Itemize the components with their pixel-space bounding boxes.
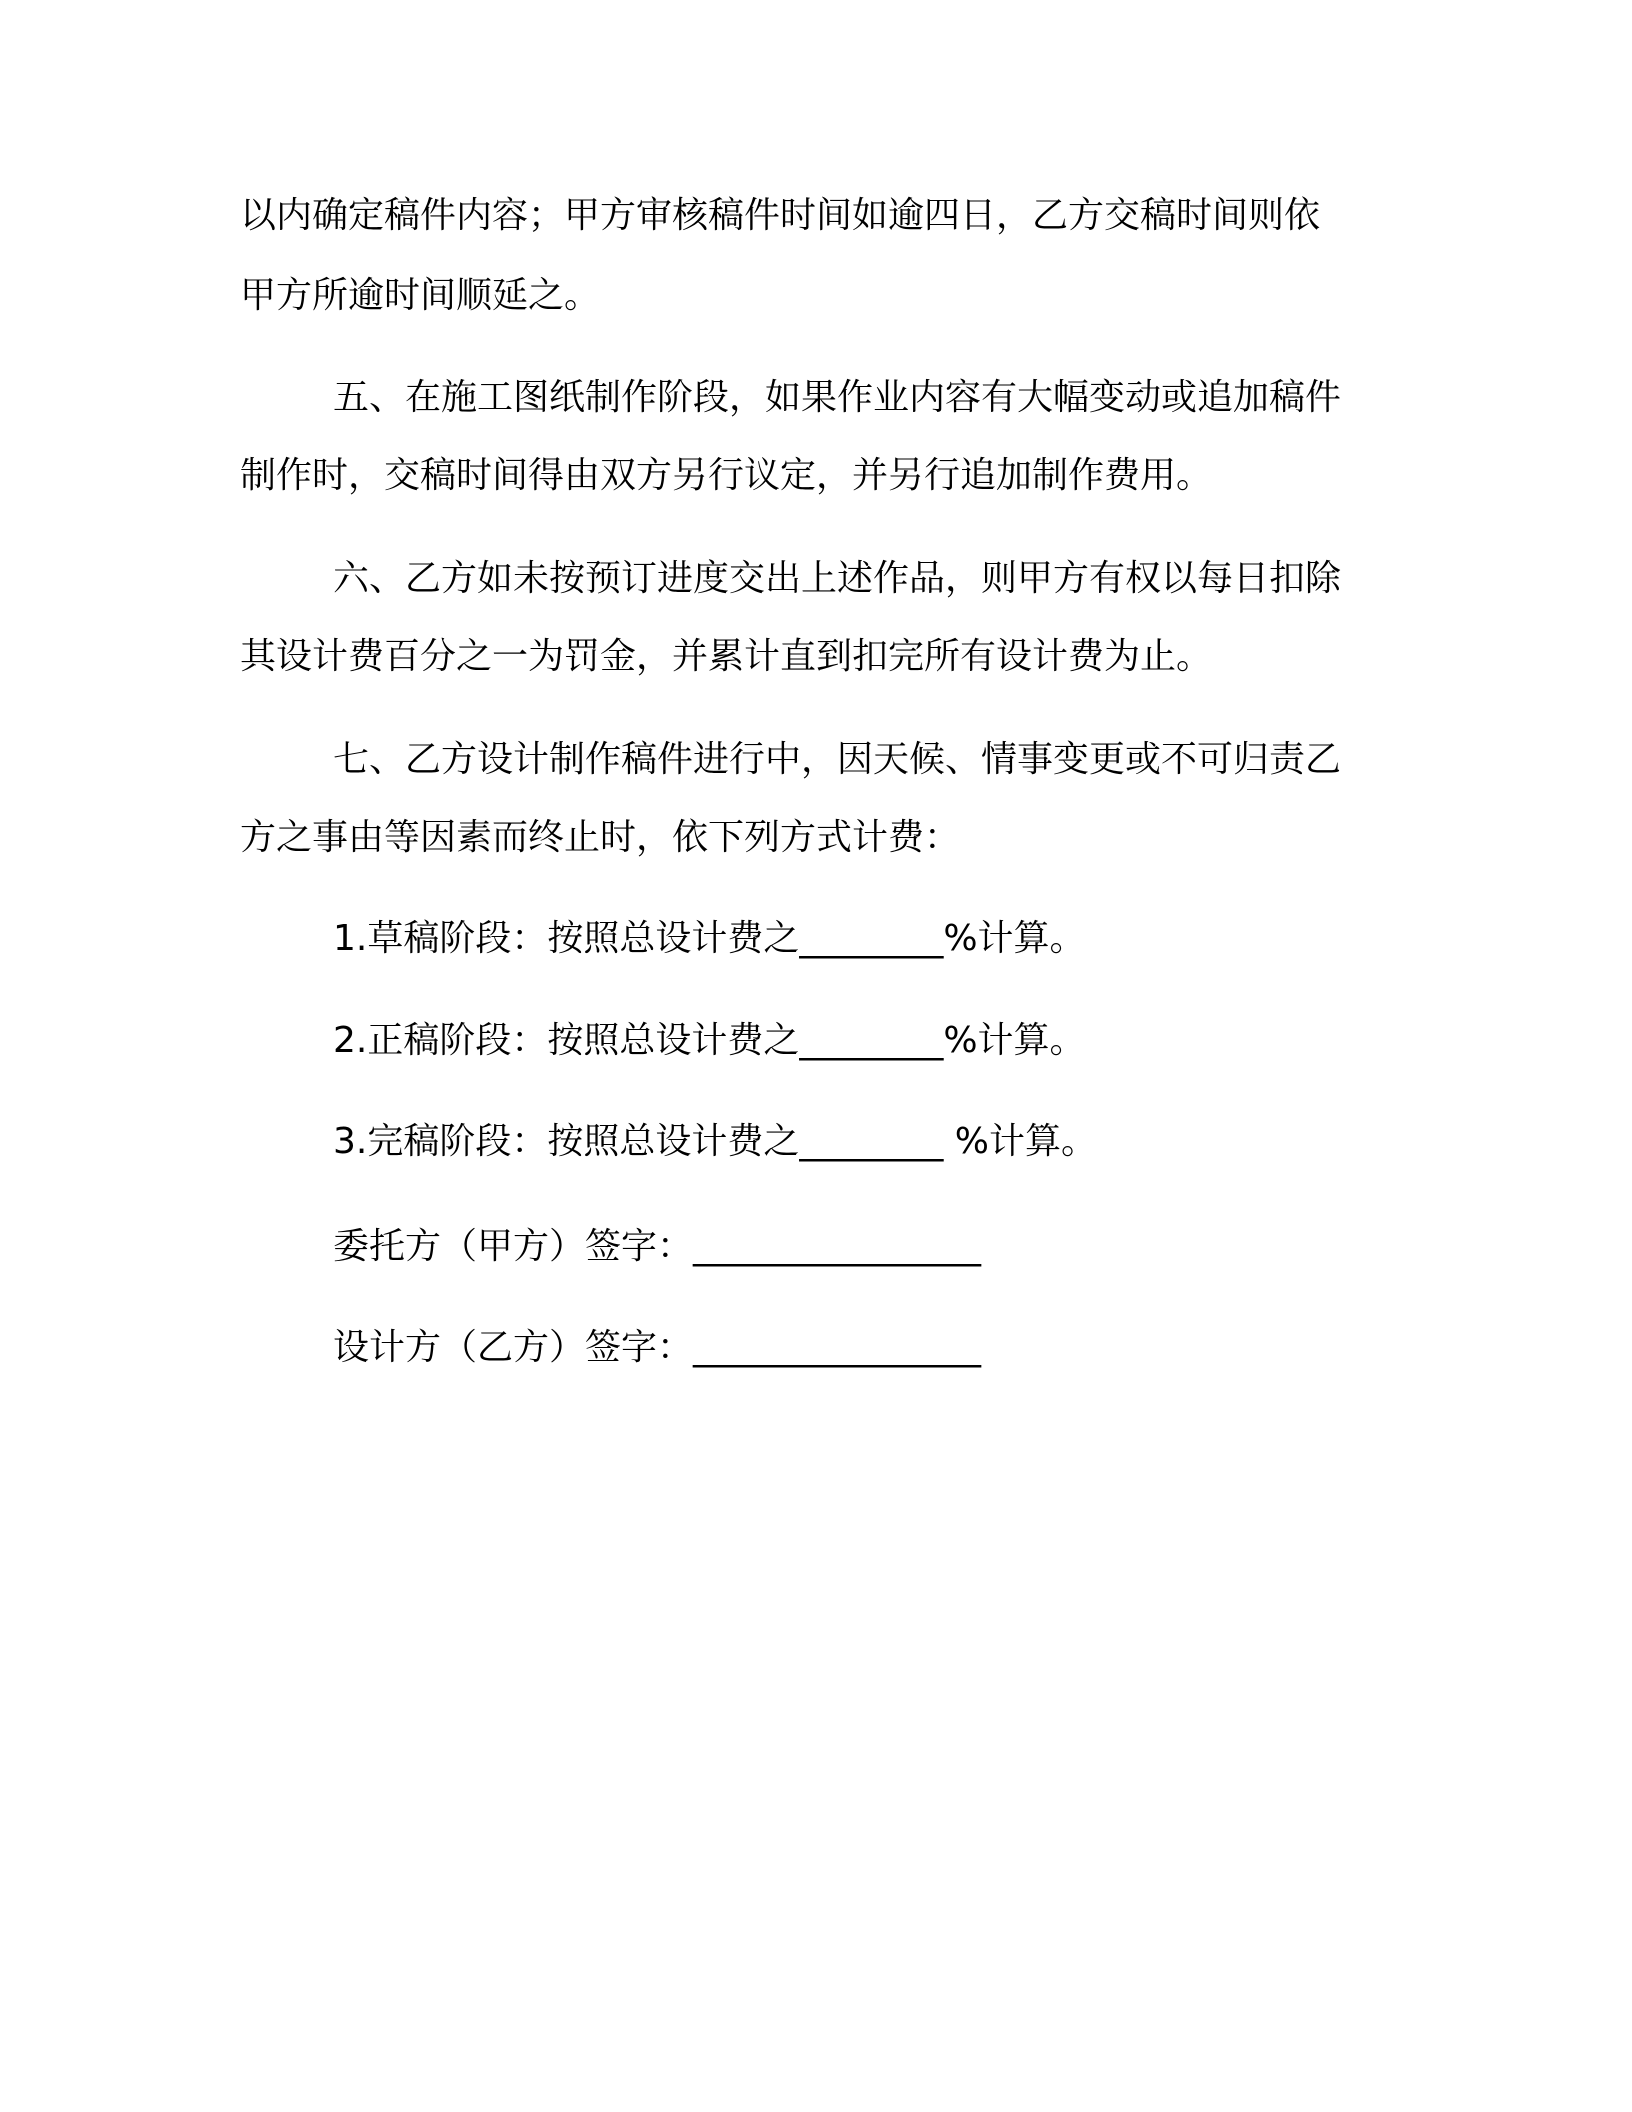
clause-6-line-1: 六、乙方如未按预订进度交出上述作品，则甲方有权以每日扣除 — [333, 558, 1342, 599]
clause-5-line-1: 五、在施工图纸制作阶段，如果作业内容有大幅变动或追加稿件 — [333, 377, 1342, 418]
paragraph-4-continuation-line-2: 甲方所逾时间顺延之。 — [240, 275, 601, 316]
clause-7-line-2: 方之事由等因素而终止时，依下列方式计费： — [240, 817, 961, 858]
clause-6-line-2: 其设计费百分之一为罚金，并累计直到扣完所有设计费为止。 — [240, 636, 1213, 677]
clause-7-line-1: 七、乙方设计制作稿件进行中，因天候、情事变更或不可归责乙 — [333, 739, 1342, 780]
signature-designer: 设计方（乙方）签字：________________ — [333, 1327, 982, 1368]
clause-5-line-2: 制作时，交稿时间得由双方另行议定，并另行追加制作费用。 — [240, 455, 1213, 496]
fee-item-draft: 1.草稿阶段：按照总设计费之________%计算。 — [333, 918, 1086, 959]
fee-item-final: 3.完稿阶段：按照总设计费之________ %计算。 — [333, 1121, 1097, 1162]
paragraph-4-continuation-line-1: 以内确定稿件内容；甲方审核稿件时间如逾四日，乙方交稿时间则依 — [240, 195, 1321, 236]
fee-item-formal: 2.正稿阶段：按照总设计费之________%计算。 — [333, 1020, 1086, 1061]
signature-client: 委托方（甲方）签字：________________ — [333, 1226, 982, 1267]
